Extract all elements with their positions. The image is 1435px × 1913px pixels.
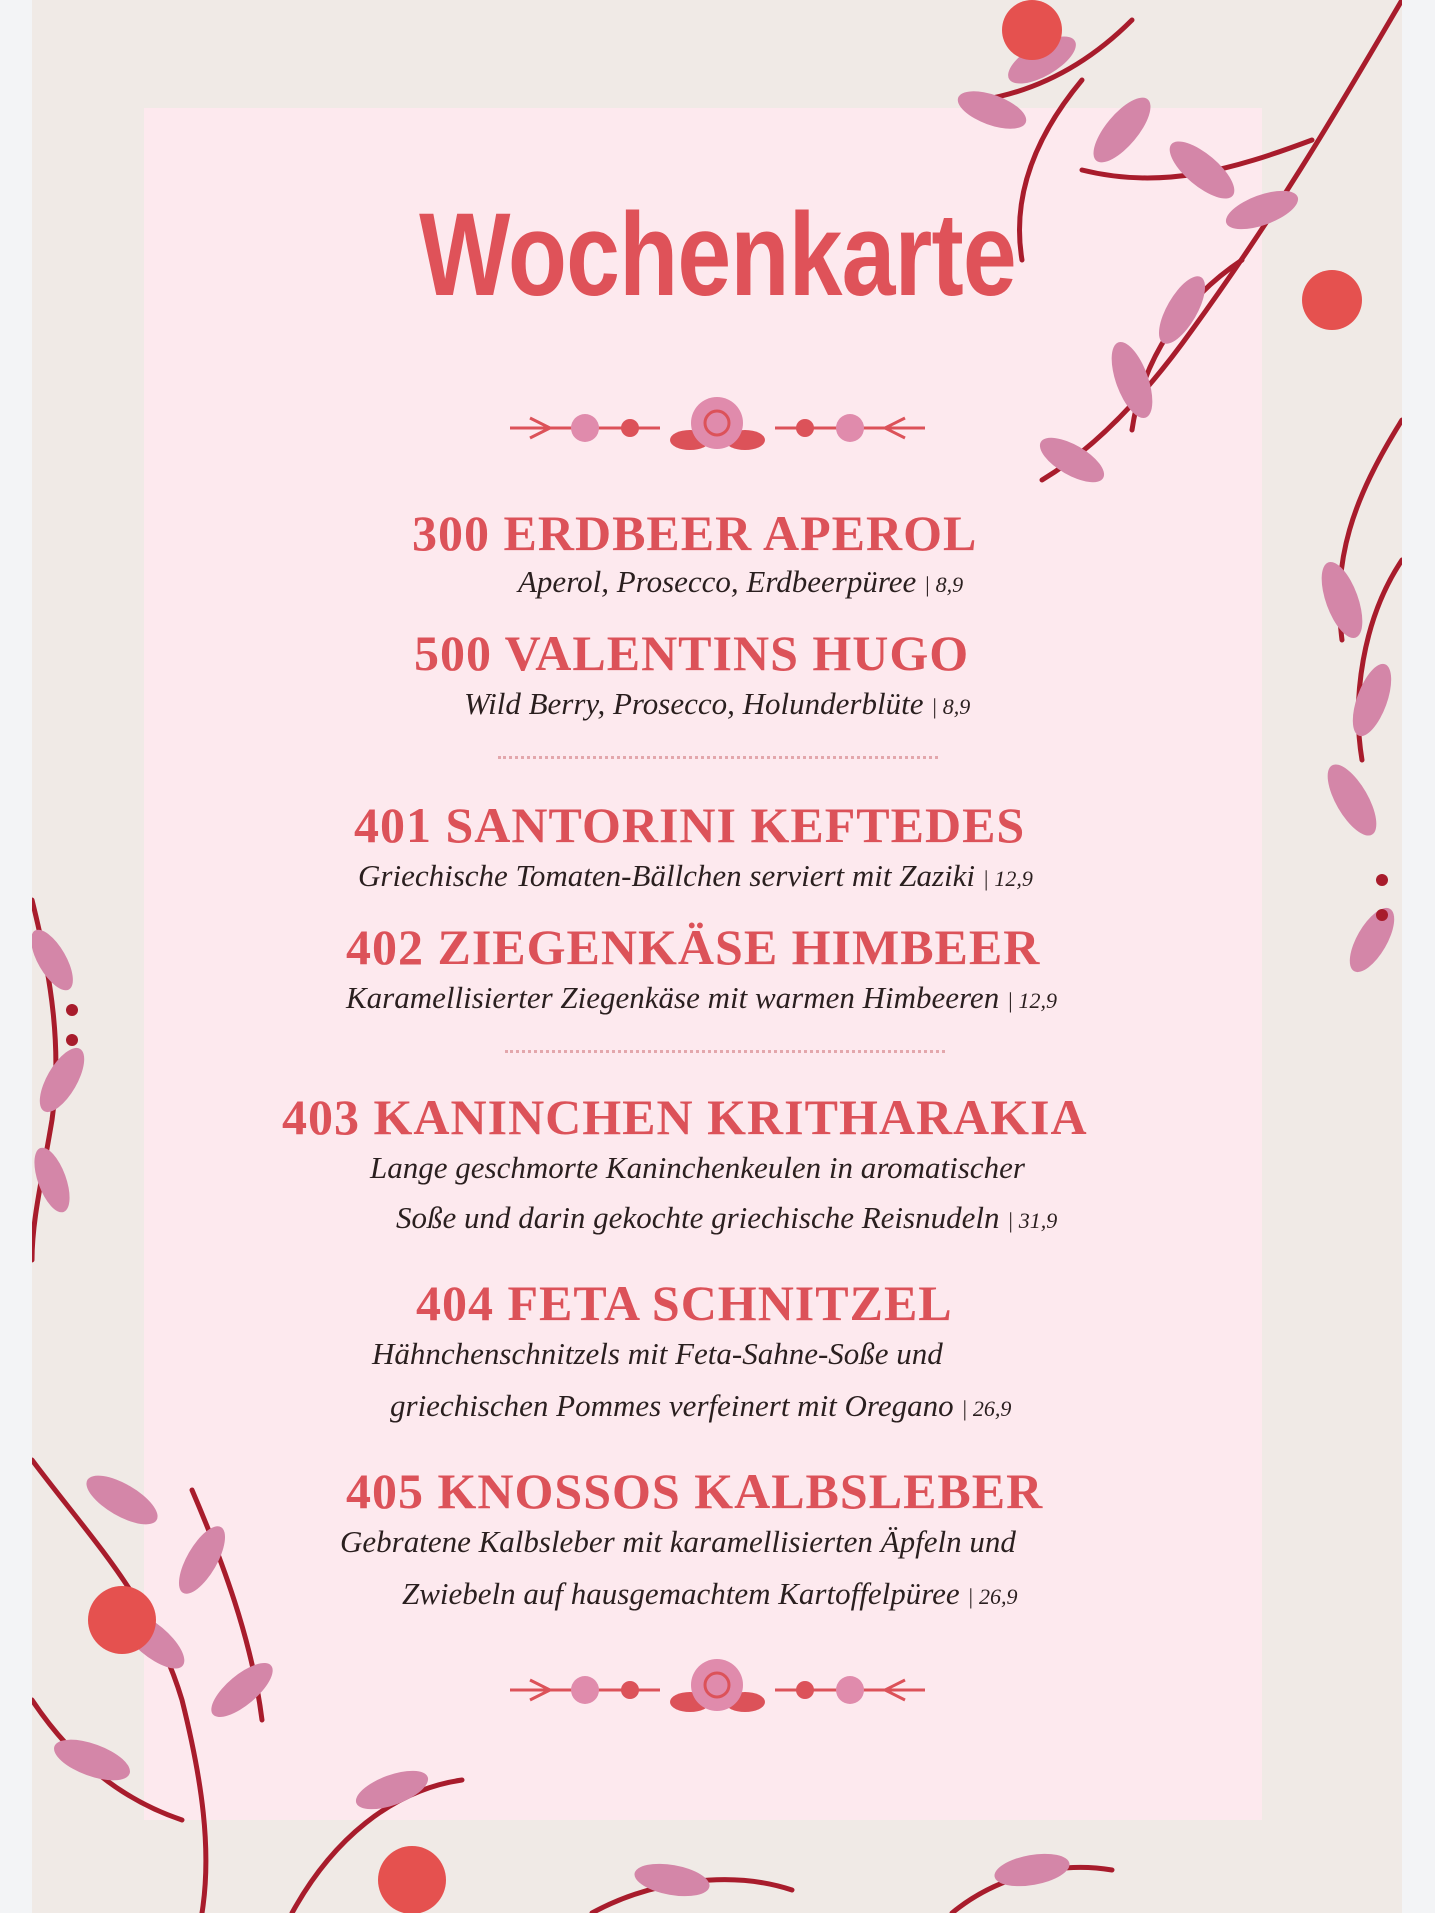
menu-item-description: Hähnchenschnitzels mit Feta-Sahne-Soße und (372, 1336, 943, 1371)
menu-item-description: Wild Berry, Prosecco, Holunderblüte | 8,9 (464, 686, 971, 721)
rose-divider-icon (510, 388, 925, 468)
rose-divider-icon (510, 1650, 925, 1730)
menu-item-description: Soße und darin gekochte griechische Reisnudeln | 31,9 (396, 1200, 1058, 1235)
menu-item-name: 500 VALENTINS HUGO (414, 625, 970, 681)
menu-item-name: 404 FETA SCHNITZEL (416, 1275, 953, 1331)
menu-item-name: 300 ERDBEER APEROL (412, 505, 978, 561)
menu-item-name: 402 ZIEGENKÄSE HIMBEER (346, 919, 1041, 975)
section-divider (498, 756, 938, 759)
menu-item-name: 403 KANINCHEN KRITHARAKIA (282, 1089, 1088, 1145)
menu-item-description: Aperol, Prosecco, Erdbeerpüree | 8,9 (518, 564, 964, 599)
page-title: Wochenkarte (419, 189, 1016, 321)
menu-item-description: Karamellisierter Ziegenkäse mit warmen Himbeeren | 12,9 (346, 980, 1058, 1015)
menu-item-description: Zwiebeln auf hausgemachtem Kartoffelpüree | 26,9 (402, 1576, 1018, 1611)
menu-item-description: griechischen Pommes verfeinert mit Oregano | 26,9 (390, 1388, 1012, 1423)
menu-item-description: Griechische Tomaten-Bällchen serviert mit Zaziki | 12,9 (358, 858, 1033, 893)
menu-item-name: 401 SANTORINI KEFTEDES (354, 797, 1026, 853)
section-divider (505, 1050, 945, 1053)
menu-item-description: Gebratene Kalbsleber mit karamellisierten Äpfeln und (340, 1524, 1016, 1559)
menu-item-description: Lange geschmorte Kaninchenkeulen in aromatischer (370, 1150, 1025, 1185)
menu-item-name: 405 KNOSSOS KALBSLEBER (346, 1463, 1044, 1519)
